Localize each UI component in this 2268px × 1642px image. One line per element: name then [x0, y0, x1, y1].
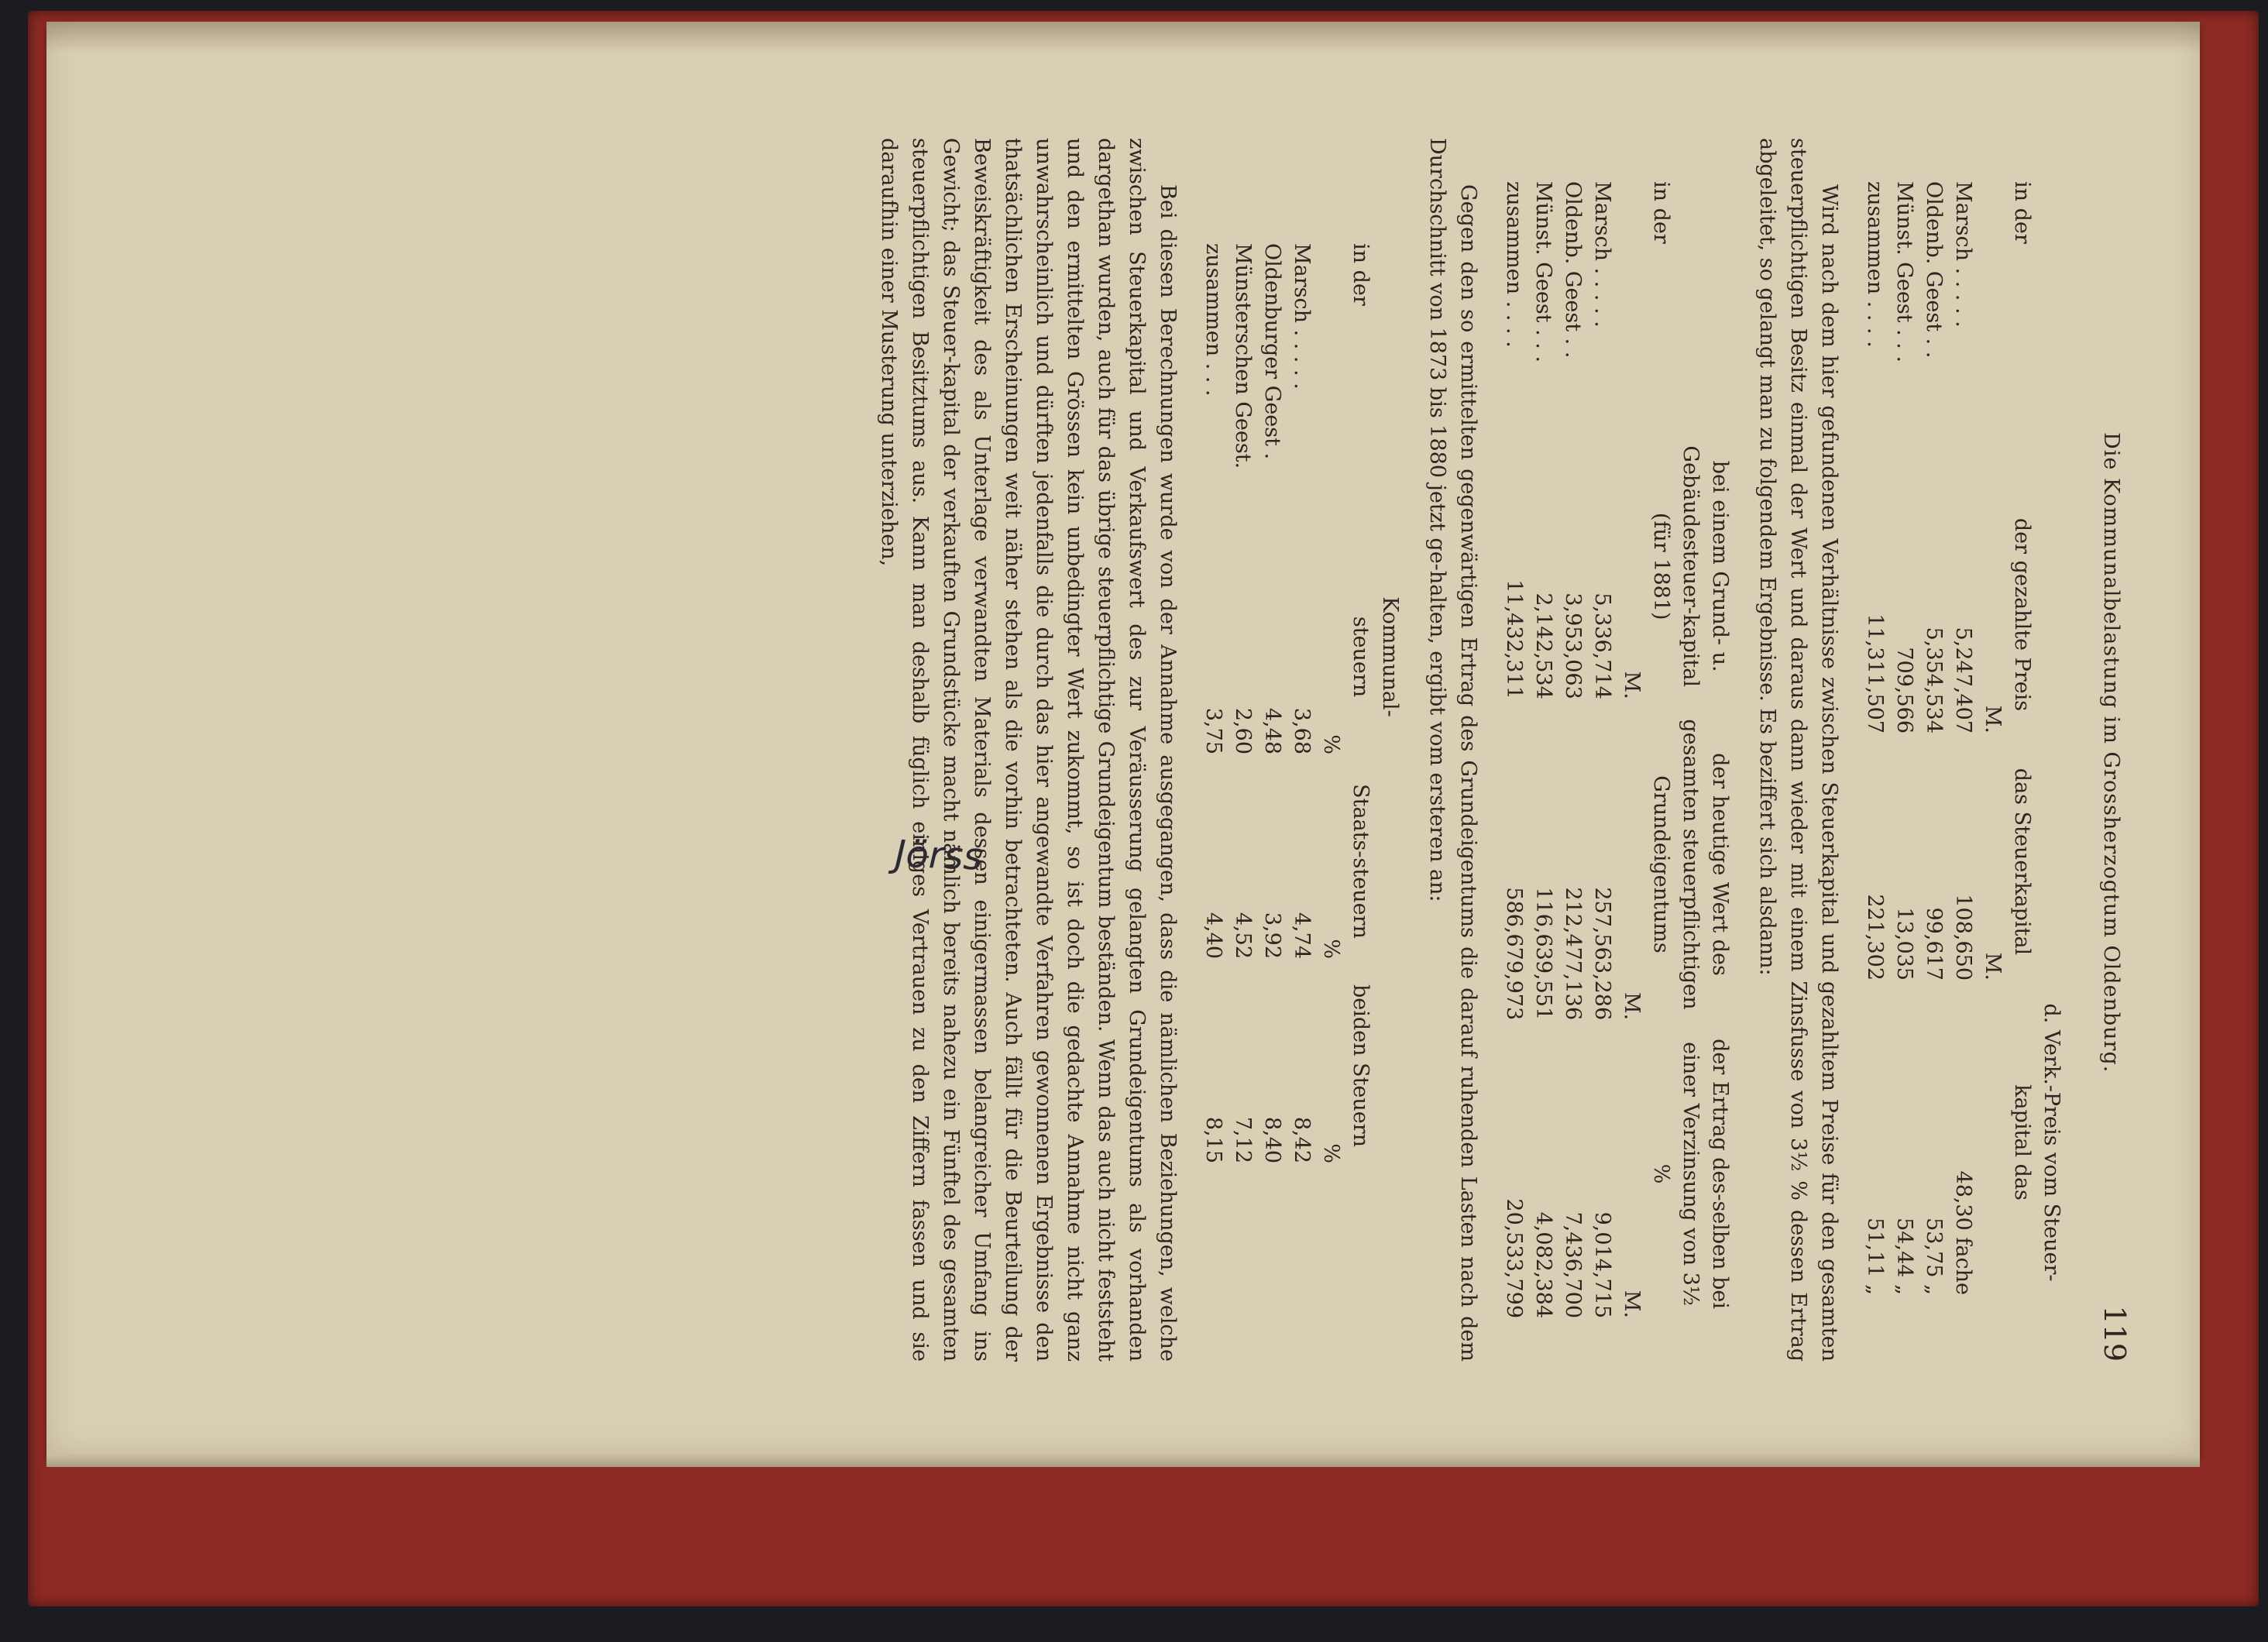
- table-header-row: [1345, 239, 1404, 1168]
- unit-cell: %: [1319, 1143, 1343, 1163]
- unit-cell: M.: [1620, 1290, 1644, 1318]
- table-row: [1860, 177, 1889, 1300]
- col-header: in der: [1649, 181, 1673, 244]
- row-label: Oldenburger Geest .: [1260, 243, 1284, 460]
- table-header-row: [1646, 177, 1734, 1323]
- table-row: [1257, 239, 1287, 1168]
- table-cell: 20,533,799: [1502, 1198, 1526, 1318]
- table-cell: 221,302: [1863, 894, 1887, 981]
- unit-cell: %: [1319, 734, 1343, 754]
- table-tax-burden: [1198, 239, 1404, 1168]
- col-header: bei einem Grund- u. Gebäudesteuer-kapital (für 1881): [1649, 445, 1732, 687]
- table-cell: 3,953,063: [1561, 593, 1585, 699]
- unit-cell: M.: [1981, 952, 2005, 981]
- page-content-rotated: [46, 22, 2200, 1455]
- table-cell: 5,247,407: [1951, 627, 1975, 733]
- unit-cell: M.: [1620, 671, 1644, 699]
- unit-cell: [1978, 985, 2007, 1300]
- row-label: Marsch . . . . .: [1951, 181, 1975, 328]
- unit-cell: %: [1319, 939, 1343, 959]
- paragraph-1: Wird nach dem hier gefundenen Verhältnisse zwischen Steuerkapital und gezahltem Preise für den gesamten steuerpflichtigen Besitz einmal der Wert und daraus dann wieder mit einem Zinsfusse von 3½ % dessen Ertrag abgeleitet, so gelangt man zu folgendem Ergebnisse. Es beziffert sich alsdann:: [1755, 138, 1841, 1362]
- table-row: [1889, 177, 1919, 1300]
- table-row: [1228, 239, 1257, 1168]
- table-cell: 3,68: [1290, 707, 1314, 754]
- col-header: der gezahlte Preis: [2010, 517, 2034, 712]
- table-cell: 2,142,534: [1531, 593, 1555, 699]
- page-text-block: [856, 138, 2130, 1362]
- unit-cell: [1316, 239, 1345, 555]
- table-cell: 51,11 „: [1863, 1218, 1887, 1295]
- table-cell: 9,014,715: [1590, 1211, 1614, 1318]
- table-row: [1587, 177, 1617, 1323]
- row-label: zusammen . . . .: [1863, 181, 1887, 348]
- table-row: [1528, 177, 1558, 1323]
- table-value-yield: [1499, 177, 1734, 1323]
- page-edge: [46, 1455, 2200, 1467]
- table-row: [1919, 177, 1948, 1300]
- table-row: [1948, 177, 1978, 1300]
- unit-cell: [1617, 177, 1646, 429]
- table-cell: 4,082,384: [1531, 1211, 1555, 1318]
- table-cell: 8,42: [1290, 1116, 1314, 1163]
- row-label: zusammen . . . .: [1502, 181, 1526, 348]
- table-cell: 99,617: [1922, 907, 1946, 981]
- row-label: zusammen . . .: [1201, 243, 1225, 397]
- unit-row: [1617, 177, 1646, 1323]
- paragraph-2: Gegen den so ermittelten gegenwärtigen Ertrag des Grundeigentums die darauf ruhenden Lasten nach dem Durchschnitt von 1873 bis 1880 jetzt ge-halten, ergibt vom ersteren an:: [1425, 138, 1480, 1362]
- table-cell: 4,48: [1260, 707, 1284, 754]
- table-cell: 586,679,973: [1502, 887, 1526, 1021]
- unit-cell: [1978, 177, 2007, 491]
- table-cell: 212,477,136: [1561, 887, 1585, 1021]
- table-cell: 53,75 „: [1922, 1218, 1946, 1295]
- table-cell: 2,60: [1231, 707, 1255, 754]
- handwritten-margin-note: Jörss: [894, 832, 984, 879]
- col-header: der Ertrag des-selben bei einer Verzinsung von 3½ %: [1649, 1039, 1732, 1310]
- paragraph-3: Bei diesen Berechnungen wurde von der Annahme ausgegangen, dass die nämlichen Beziehungen, welche zwischen Steuerkapital und Verkaufswert des zur Veräusserung gelangten Grundeigentums als vorhanden dargethan wurden, auch für das übrige steuerpflichtige Grundeigentum beständen. Wenn das auch nicht feststeht und den ermittelten Grössen kein unbedingter Wert zukommt, so ist doch die gedachte Annahme nicht ganz unwahrscheinlich und dürften jedenfalls die durch das hier angewandte Verfahren gewonnenen Ergebnisse den thatsächlichen Erscheinungen weit näher stehen als die vorhin betrachteten. Auch fällt für die Beurteilung der Beweiskräftigkeit des als Unterlage verwandten Materials dessen einigermassen belangreicher Umfang ins Gewicht; das Steuer-kapital der verkauften Grundstücke macht nämlich bereits nahezu ein Fünftel des gesamten steuerpflichtigen Besitztums aus. Kann man deshalb füglich einiges Vertrauen zu den Ziffern fassen und sie daraufhin einer Musterung unterziehen,: [877, 138, 1180, 1362]
- table-sale-price: [1860, 177, 2066, 1300]
- table-cell: 48,30 fache: [1951, 1170, 1975, 1295]
- col-header: das Steuerkapital: [2010, 768, 2034, 956]
- table-row: [1198, 239, 1228, 1168]
- table-row: [1558, 177, 1587, 1323]
- col-header: in der: [1349, 243, 1373, 306]
- table-cell: 8,40: [1260, 1116, 1284, 1163]
- row-label: Marsch . . . . .: [1590, 181, 1614, 328]
- table-cell: 11,432,311: [1502, 579, 1526, 699]
- page-number: 119: [2098, 1305, 2132, 1362]
- table-cell: 13,035: [1892, 907, 1916, 981]
- col-header: d. Verk.-Preis vom Steuer-kapital das: [2010, 1003, 2064, 1282]
- table-cell: 7,436,700: [1561, 1211, 1585, 1318]
- table-cell: 4,74: [1290, 912, 1314, 959]
- col-header: in der: [2010, 181, 2034, 244]
- col-header: der heutige Wert des gesamten steuerpflichtigen Grundeigentums: [1649, 719, 1732, 1010]
- col-header: beiden Steuern: [1349, 984, 1373, 1148]
- row-label: Münst. Geest . . .: [1892, 181, 1916, 363]
- table-cell: 709,566: [1892, 647, 1916, 733]
- table-cell: 4,52: [1231, 912, 1255, 959]
- table-cell: 3,92: [1260, 912, 1284, 959]
- table-cell: 257,563,286: [1590, 887, 1614, 1021]
- unit-row: [1978, 177, 2007, 1300]
- unit-cell: M.: [1981, 705, 2005, 733]
- table-cell: 54,44 „: [1892, 1218, 1916, 1295]
- table-cell: 5,336,714: [1590, 593, 1614, 699]
- table-cell: 8,15: [1201, 1116, 1225, 1163]
- table-cell: 4,40: [1201, 912, 1225, 959]
- running-header: [2095, 138, 2130, 1362]
- table-cell: 7,12: [1231, 1116, 1255, 1163]
- col-header: Kommunal-steuern: [1349, 596, 1402, 717]
- running-head-title: Die Kommunalbelastung im Grossherzogtum Oldenburg.: [2099, 432, 2123, 1073]
- table-cell: 5,354,534: [1922, 627, 1946, 733]
- table-cell: 108,650: [1951, 894, 1975, 981]
- table-row: [1287, 239, 1316, 1168]
- row-label: Münsterschen Geest.: [1231, 243, 1255, 469]
- row-label: Marsch . . . . .: [1290, 243, 1314, 390]
- table-cell: 116,639,551: [1531, 887, 1555, 1021]
- row-label: Oldenb. Geest . .: [1561, 181, 1585, 359]
- row-label: Münst. Geest . . .: [1531, 181, 1555, 363]
- table-cell: 11,311,507: [1863, 613, 1887, 733]
- table-row: [1499, 177, 1528, 1323]
- table-header-row: [2007, 177, 2066, 1300]
- table-cell: 3,75: [1201, 707, 1225, 754]
- unit-row: [1316, 239, 1345, 1168]
- row-label: Oldenb. Geest . .: [1922, 181, 1946, 359]
- col-header: Staats-steuern: [1349, 784, 1373, 939]
- unit-cell: M.: [1620, 991, 1644, 1021]
